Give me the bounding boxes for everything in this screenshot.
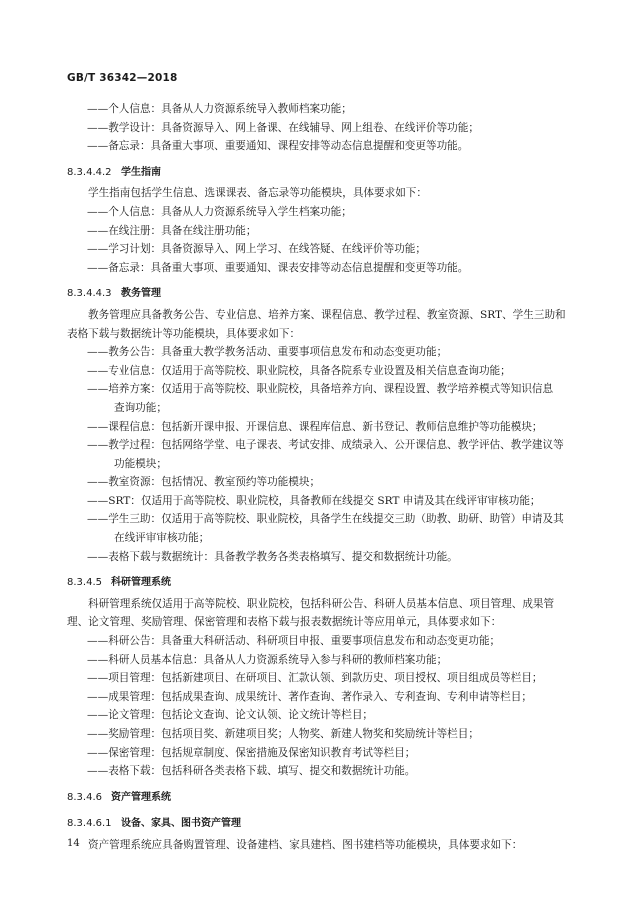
list-item-continuation: 在线评审审核功能； — [114, 532, 210, 545]
list-item: ——奖励管理：包括项目奖、新建项目奖；人物奖、新建人物奖和奖励统计等栏目； — [87, 728, 479, 740]
section-number: 8.3.4.6.1 — [67, 818, 112, 830]
list-item: ——保密管理：包括规章制度、保密措施及保密知识教育考试等栏目； — [87, 746, 416, 759]
section-title: 资产管理系统 — [111, 791, 171, 803]
paragraph: 科研管理系统仅适用于高等院校、职业院校，包括科研公告、科研人员基本信息、项目管理、成果管 — [88, 597, 555, 610]
list-item: ——培养方案：仅适用于高等院校、职业院校，具备培养方向、课程设置、教学培养模式等知识信息 — [87, 383, 554, 396]
section-heading-8-3-4-4-2 — [67, 164, 575, 183]
list-item: ——个人信息：具备从人力资源系统导入学生档案功能； — [87, 205, 352, 218]
list-item: ——科研人员基本信息：具备从人力资源系统导入参与科研的教师档案功能； — [87, 653, 448, 666]
page-number: 14 — [67, 838, 80, 849]
paragraph-continuation: 理、论文管理、奖励管理、保密管理和表格下载与报表数据统计等应用单元，具体要求如下： — [67, 616, 502, 629]
section-number: 8.3.4.5 — [67, 577, 102, 589]
section-title: 学生指南 — [121, 166, 161, 178]
list-item-continuation: 功能模块； — [114, 457, 167, 470]
list-item-continuation: 查询功能； — [114, 401, 167, 414]
list-item: ——个人信息：具备从人力资源系统导入教师档案功能； — [87, 103, 352, 115]
list-item: ——教务公告：具备重大教学教务活动、重要事项信息发布和动态变更功能； — [87, 346, 448, 359]
paragraph: 教务管理应具备教务公告、专业信息、培养方案、课程信息、教学过程、教室资源、SRT、学生三助和 — [88, 308, 566, 321]
list-item: ——表格下载与数据统计：具备教学教务各类表格填写、提交和数据统计功能。 — [87, 550, 458, 563]
section-title: 教务管理 — [121, 288, 161, 300]
document-body — [67, 100, 575, 855]
list-item: ——学习计划：具备资源导入、网上学习、在线答疑、在线评价等功能； — [87, 243, 426, 256]
list-item: ——备忘录：具备重大事项、重要通知、课程安排等动态信息提醒和变更等功能。 — [87, 140, 469, 153]
section-number: 8.3.4.4.3 — [67, 288, 112, 300]
section-heading-8-3-4-4-3 — [67, 285, 575, 304]
list-item: ——论文管理：包括论文查询、论文认领、论文统计等栏目； — [87, 709, 374, 722]
section-title: 设备、家具、图书资产管理 — [121, 818, 241, 830]
list-item: ——项目管理：包括新建项目、在研项目、汇款认领、到款历史、项目授权、项目组成员等栏目； — [87, 672, 543, 685]
list-item: ——备忘录：具备重大事项、重要通知、课表安排等动态信息提醒和变更等功能。 — [87, 261, 469, 274]
section-number: 8.3.4.6 — [67, 791, 102, 803]
list-item: ——在线注册：具备在线注册功能； — [87, 224, 257, 237]
list-item: ——教学设计：具备资源导入、网上备课、在线辅导、网上组卷、在线评价等功能； — [87, 121, 479, 134]
paragraph: 资产管理系统应具备购置管理、设备建档、家具建档、图书建档等功能模块，具体要求如下： — [88, 838, 523, 851]
list-item: ——SRT：仅适用于高等院校、职业院校，具备教师在线提交 SRT 申请及其在线评审审核功能； — [87, 494, 541, 507]
list-item: ——专业信息：仅适用于高等院校、职业院校，具备各院系专业设置及相关信息查询功能； — [87, 364, 511, 377]
paragraph-continuation: 表格下载与数据统计等功能模块，具体要求如下： — [67, 327, 301, 340]
list-item: ——成果管理：包括成果查询、成果统计、著作查询、著作录入、专利查询、专利申请等栏目； — [87, 690, 532, 703]
list-item: ——教室资源：包括情况、教室预约等功能模块； — [87, 476, 321, 489]
section-number: 8.3.4.4.2 — [67, 166, 112, 178]
section-title: 科研管理系统 — [111, 577, 171, 589]
list-item: ——科研公告：具备重大科研活动、科研项目申报、重要事项信息发布和动态变更功能； — [87, 635, 501, 648]
list-item: ——教学过程：包括网络学堂、电子课表、考试安排、成绩录入、公开课信息、教学评估、教学建议等 — [87, 439, 564, 452]
section-heading-8-3-4-6-1 — [67, 815, 575, 834]
section-heading-8-3-4-5 — [67, 574, 575, 593]
list-item: ——表格下载：包括科研各类表格下载、填写、提交和数据统计功能。 — [87, 765, 416, 778]
list-item: ——学生三助：仅适用于高等院校、职业院校，具备学生在线提交三助（助教、助研、助管）申请及其 — [87, 513, 564, 526]
standard-code: GB/T 36342—2018 — [67, 72, 178, 84]
section-heading-8-3-4-6 — [67, 789, 575, 808]
list-item: ——课程信息：包括新开课申报、开课信息、课程库信息、新书登记、教师信息维护等功能模块； — [87, 420, 543, 433]
paragraph: 学生指南包括学生信息、选课课表、备忘录等功能模块，具体要求如下： — [88, 187, 427, 200]
